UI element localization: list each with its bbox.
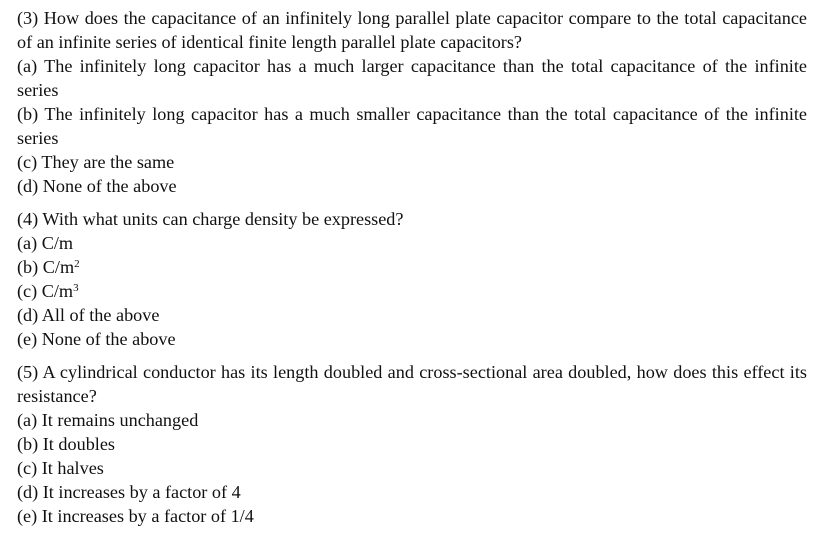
question-4-option-d: (d) All of the above <box>17 305 160 325</box>
question-4-option-c-base: (c) C/m <box>17 281 74 301</box>
question-4-option-b-base: (b) C/m <box>17 257 75 277</box>
question-3-text: (3) How does the capacitance of an infinitely long parallel plate capacitor compare to the total capacitance of an infinite series of identical finite length parallel plate capacitors? <box>17 8 807 52</box>
question-5 <box>17 360 807 528</box>
question-4 <box>17 207 807 351</box>
question-5-option-e: (e) It increases by a factor of 1/4 <box>17 506 254 526</box>
question-4-option-c <box>17 279 807 303</box>
question-5-option-c: (c) It halves <box>17 458 104 478</box>
question-5-text: (5) A cylindrical conductor has its length doubled and cross-sectional area doubled, how does this effect its resistance? <box>17 362 807 406</box>
question-5-option-a: (a) It remains unchanged <box>17 410 199 430</box>
question-4-option-e: (e) None of the above <box>17 329 176 349</box>
question-3-option-a: (a) The infinitely long capacitor has a much larger capacitance than the total capacitance of the infinite series <box>17 56 807 100</box>
question-3-option-b: (b) The infinitely long capacitor has a much smaller capacitance than the total capacitance of the infinite series <box>17 104 807 148</box>
question-4-option-b-exponent: 2 <box>74 258 80 270</box>
question-4-option-c-exponent: 3 <box>73 282 79 294</box>
question-4-option-b <box>17 255 807 279</box>
question-3 <box>17 6 807 198</box>
document-page <box>17 6 807 528</box>
question-3-option-c: (c) They are the same <box>17 152 175 172</box>
question-5-option-d: (d) It increases by a factor of 4 <box>17 482 241 502</box>
question-5-option-b: (b) It doubles <box>17 434 115 454</box>
question-4-text: (4) With what units can charge density be expressed? <box>17 209 404 229</box>
question-3-option-d: (d) None of the above <box>17 176 177 196</box>
question-4-option-a: (a) C/m <box>17 233 74 253</box>
